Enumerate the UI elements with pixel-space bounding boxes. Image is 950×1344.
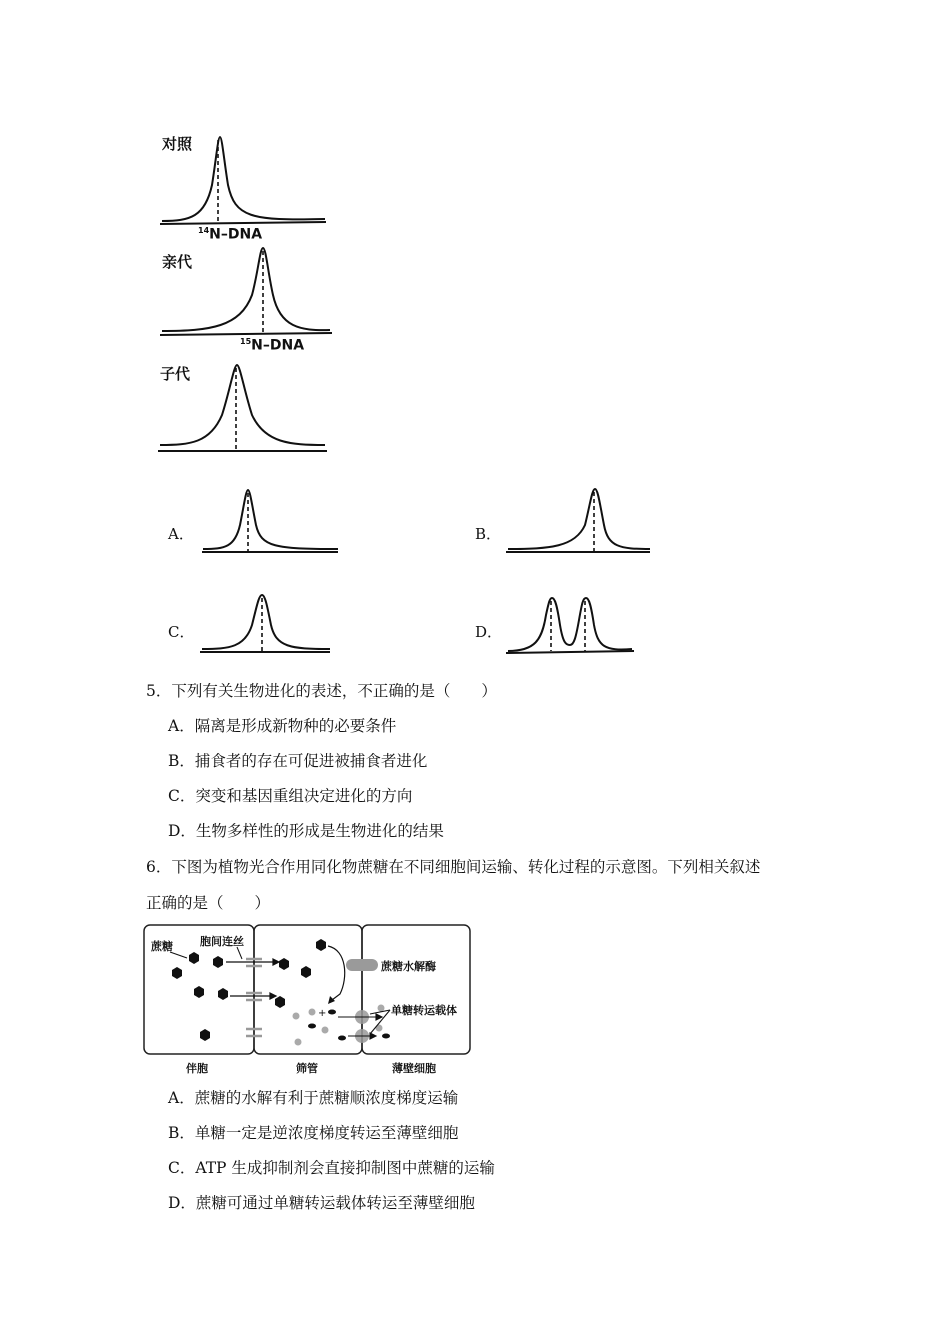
q6-option-b[interactable]: B．单糖一定是逆浓度梯度转运至薄壁细胞: [168, 1124, 459, 1142]
curve-option-d-label[interactable]: D．: [475, 623, 503, 641]
label-control: 对照: [162, 135, 193, 153]
sucrose-molecules: [172, 939, 326, 1041]
label-plasmodesmata: 胞间连丝: [200, 935, 244, 948]
sucrose-diagram-svg: [142, 922, 472, 1080]
sieve-tube-box: [254, 925, 362, 1054]
label-14n-superscript: 14: [198, 226, 210, 235]
parenchyma-cell-box: [362, 925, 470, 1054]
sucrase-enzyme: [346, 959, 378, 971]
label-15n-superscript: 15: [240, 337, 252, 346]
q6-option-c[interactable]: C．ATP 生成抑制剂会直接抑制图中蔗糖的运输: [168, 1159, 495, 1177]
q5-stem: 5．下列有关生物进化的表述，不正确的是（ ）: [146, 682, 497, 700]
label-14n-dna: [198, 226, 262, 243]
option-d-curve: [508, 598, 632, 651]
option-a-curve: [203, 490, 338, 549]
label-sucrose: 蔗糖: [151, 940, 173, 953]
glucose-molecules: [293, 1005, 385, 1046]
label-parenchyma: 薄壁细胞: [392, 1062, 436, 1075]
sucrose-transport-diagram: [142, 922, 472, 1080]
label-14n-text: N–DNA: [209, 226, 263, 243]
q5-option-b[interactable]: B．捕食者的存在可促进被捕食者进化: [168, 752, 428, 770]
curve-option-c-label[interactable]: C．: [168, 623, 195, 641]
density-curves-svg: [150, 125, 670, 660]
hydrolysis-arrow: [328, 946, 345, 1000]
option-c-curve: [202, 595, 330, 649]
label-parent: 亲代: [162, 253, 193, 271]
option-b-curve: [508, 489, 650, 549]
option-d-baseline: [506, 651, 634, 653]
label-offspring: 子代: [160, 365, 191, 383]
plus-sign: +: [318, 1008, 327, 1019]
label-companion-cell: 伴胞: [186, 1062, 208, 1075]
label-sucrase: 蔗糖水解酶: [381, 960, 436, 973]
q6-stem-line1: 6．下图为植物光合作用同化物蔗糖在不同细胞间运输、转化过程的示意图。下列相关叙述: [146, 858, 761, 876]
label-15n-text: N–DNA: [251, 337, 305, 354]
q6-stem-line2: 正确的是（ ）: [146, 894, 271, 912]
density-curve-figure: [150, 125, 670, 660]
label-transporter: 单糖转运载体: [391, 1004, 457, 1017]
label-15n-dna: [240, 337, 304, 354]
q5-option-d[interactable]: D．生物多样性的形成是生物进化的结果: [168, 822, 444, 840]
parent-baseline: [160, 333, 332, 335]
q5-option-c[interactable]: C．突变和基因重组决定进化的方向: [168, 787, 413, 805]
curve-option-a-label[interactable]: A．: [168, 525, 194, 543]
control-baseline: [160, 222, 326, 224]
q6-option-d[interactable]: D．蔗糖可通过单糖转运载体转运至薄壁细胞: [168, 1194, 475, 1212]
q5-option-a[interactable]: A．隔离是形成新物种的必要条件: [168, 717, 397, 735]
q6-option-a[interactable]: A．蔗糖的水解有利于蔗糖顺浓度梯度运输: [168, 1089, 459, 1107]
curve-option-b-label[interactable]: B．: [475, 525, 502, 543]
label-sieve-tube: 筛管: [296, 1062, 318, 1075]
